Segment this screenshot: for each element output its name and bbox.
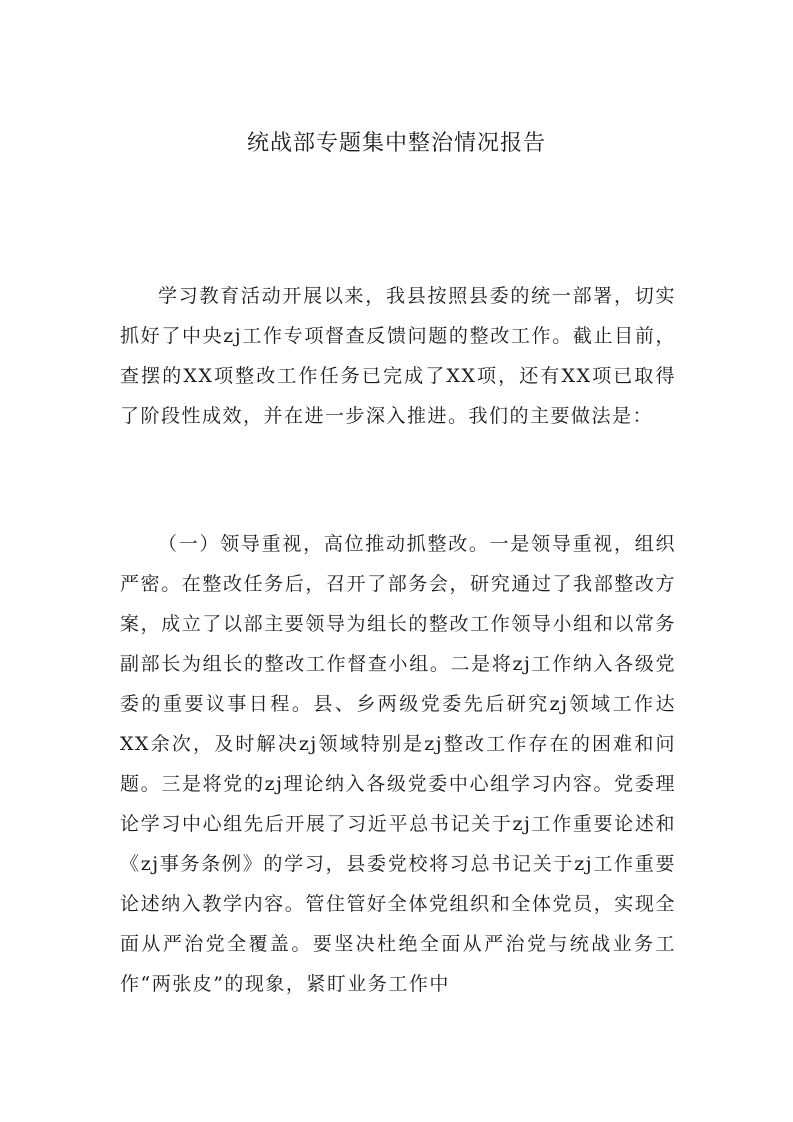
document-title: 统战部专题集中整治情况报告 [246,131,546,156]
body-paragraph-section-1: （一）领导重视，高位推动抓整改。一是领导重视，组织严密。在整改任务后，召开了部务会，研究通过了我部整改方案，成立了以部主要领导为组长的整改工作领导小组和以常务副部长为组长的整改工作督查小组。二是将zj工作纳入各级党委的重要议事日程。县、乡两级党委先后研究zj领域工作达XX余次，及时解决zj领域特别是zj整改工作存在的困难和问题。三是将党的zj理论纳入各级党委中心组学习内容。党委理论学习中心组先后开展了习近平总书记关于zj工作重要论述和《zj事务条例》的学习，县委党校将习总书记关于zj工作重要论述纳入教学内容。管住管好全体党组织和全体党员，实现全面从严治党全覆盖。要坚决杜绝全面从严治党与统战业务工作“两张皮”的现象，紧盯业务工作中 [120,533,676,995]
body-paragraph-intro: 学习教育活动开展以来，我县按照县委的统一部署，切实抓好了中央zj工作专项督查反馈问题的整改工作。截止目前，查摆的XX项整改工作任务已完成了XX项，还有XX项已取得了阶段性成效，并在进一步深入推进。我们的主要做法是： [120,285,676,427]
